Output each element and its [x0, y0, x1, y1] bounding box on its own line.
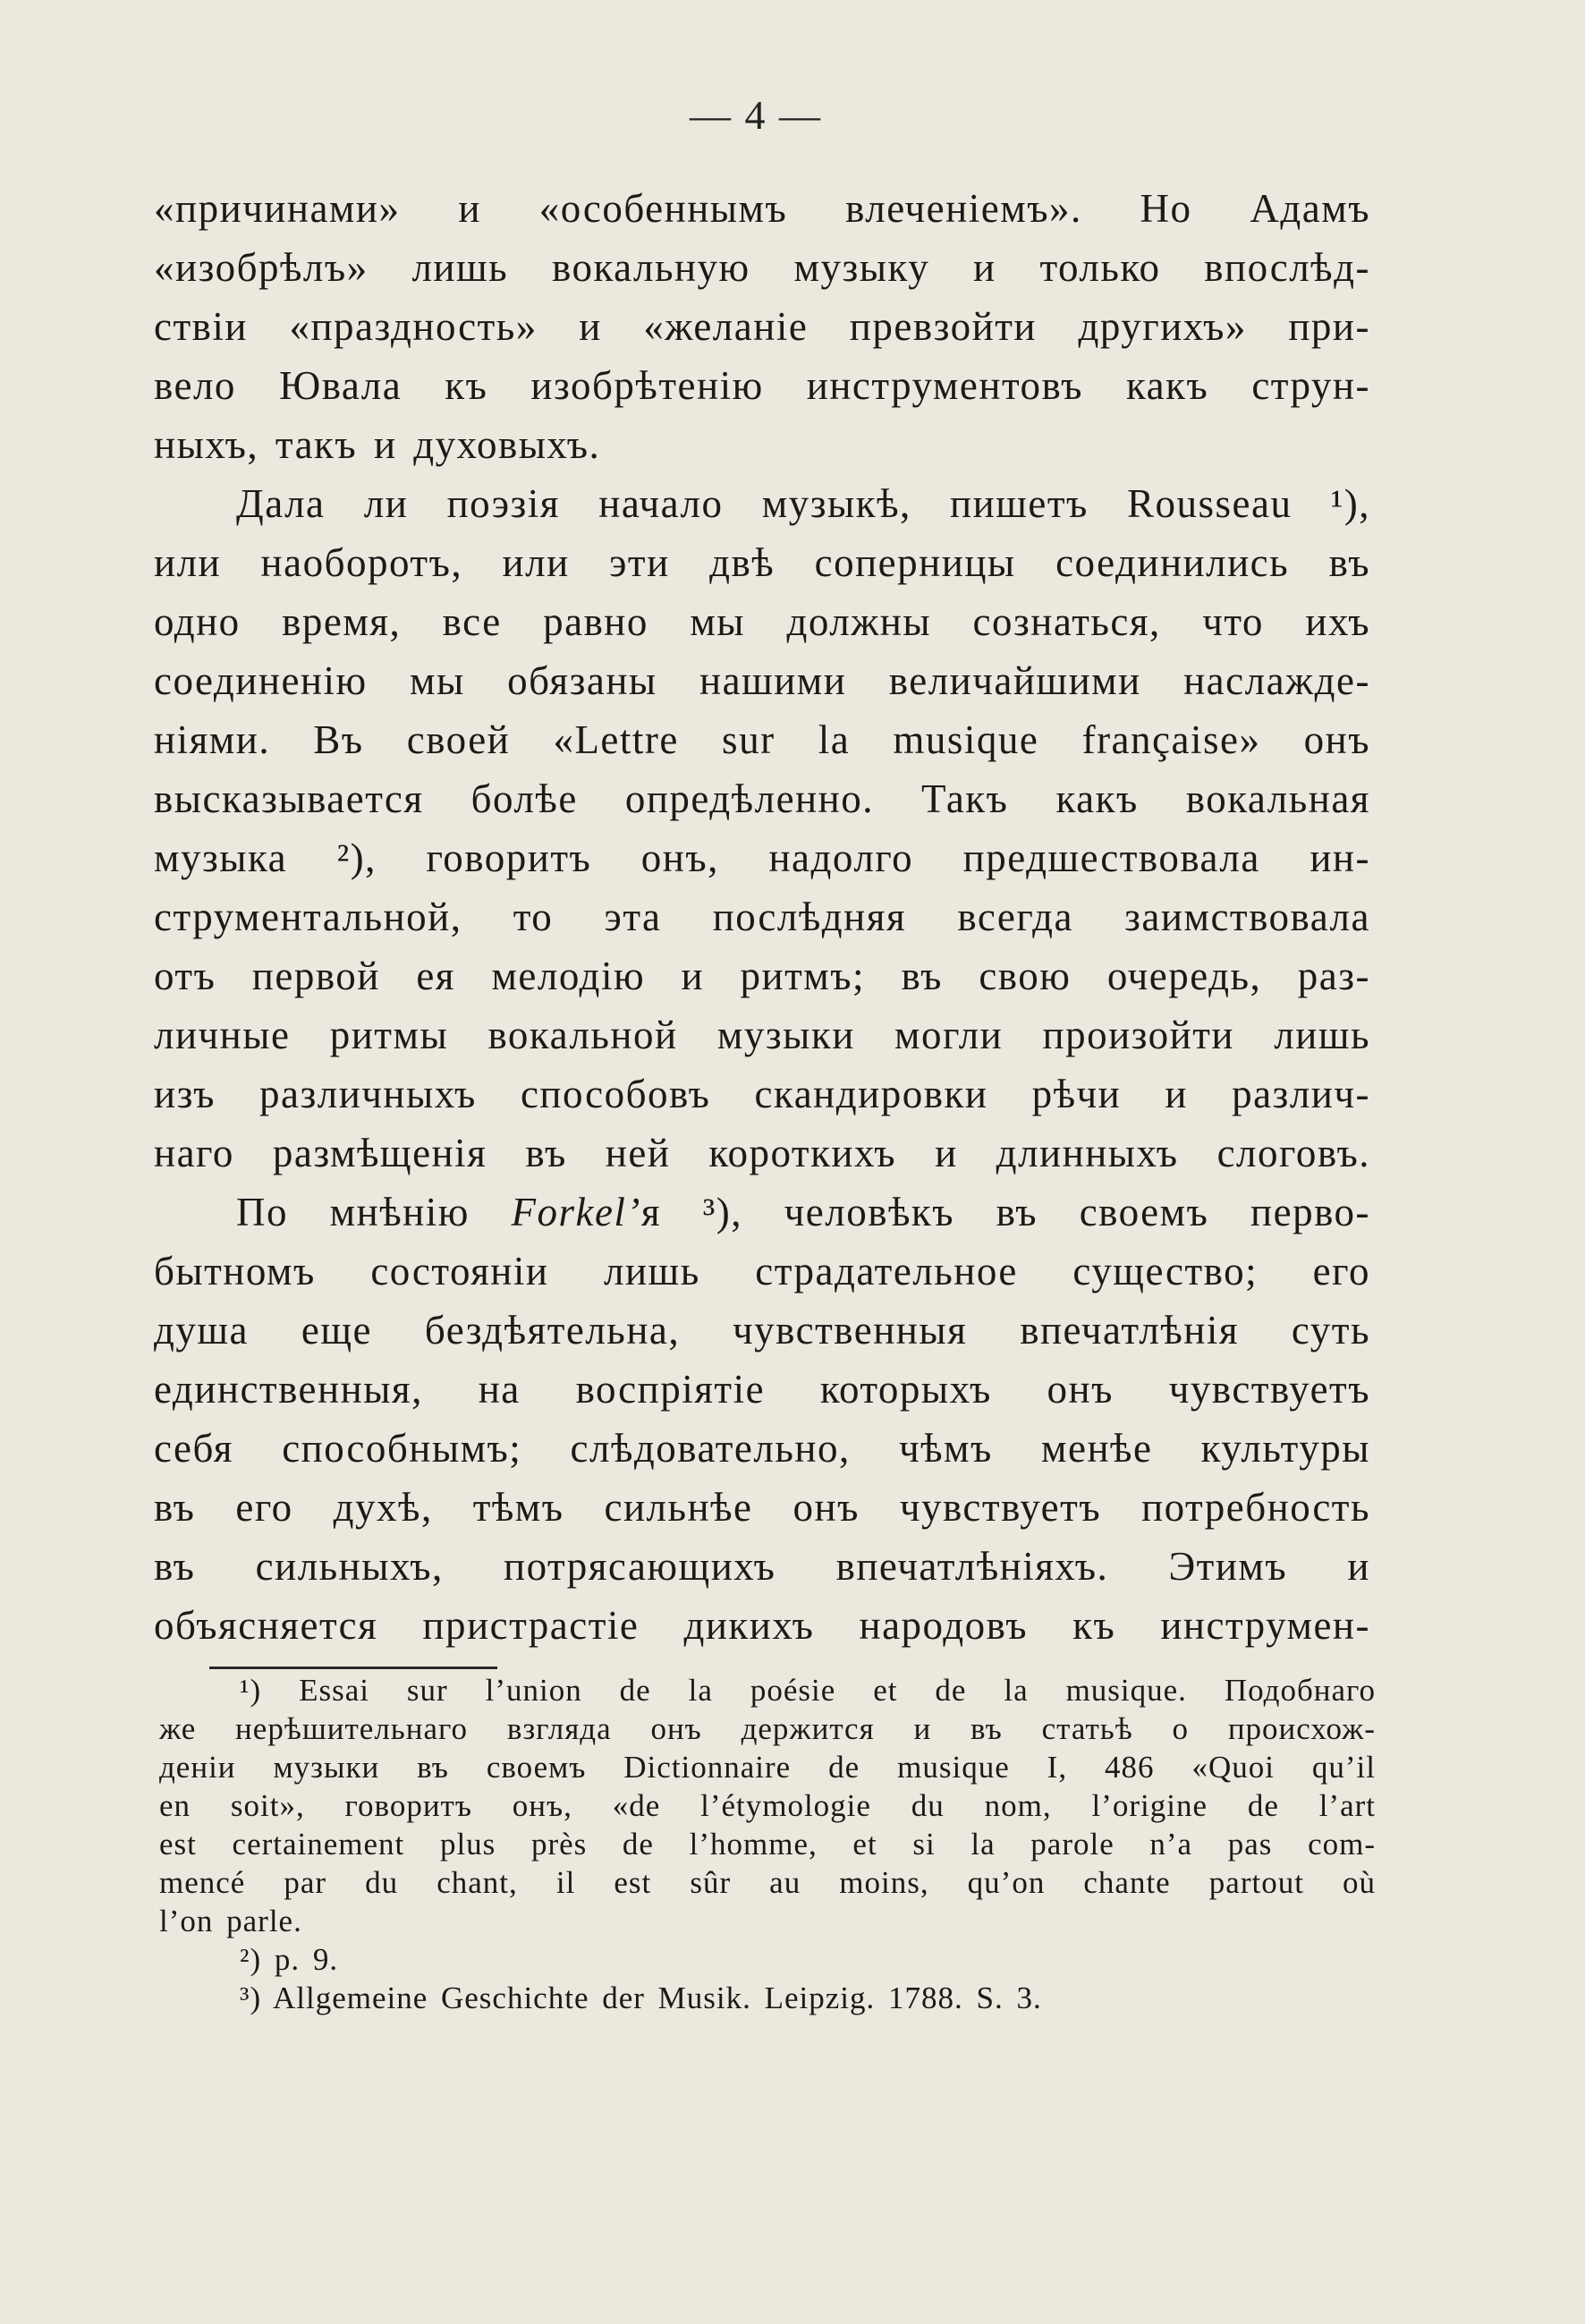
- main-text: [154, 179, 1370, 1655]
- text-line: объясняется пристрастіе дикихъ народовъ къ инструмен-: [154, 1603, 1370, 1648]
- text-line: Дала ли поэзія начало музыкѣ, пишетъ Rousseau ¹),: [236, 481, 1370, 526]
- text-fragment: я ³), человѣкъ въ своемъ перво-: [640, 1190, 1370, 1234]
- text-line: или наоборотъ, или эти двѣ соперницы соединились въ: [154, 540, 1370, 585]
- text-line: себя способнымъ; слѣдовательно, чѣмъ менѣе культуры: [154, 1426, 1370, 1471]
- text-line: единственныя, на воспріятіе которыхъ онъ чувствуетъ: [154, 1367, 1370, 1412]
- footnote-line: ¹) Essai sur l’union de la poésie et de la musique. Подобнаго: [240, 1673, 1376, 1708]
- footnote-line: est certainement plus près de l’homme, et si la parole n’a pas com-: [159, 1827, 1376, 1862]
- page-number: — 4 —: [690, 92, 822, 138]
- text-line: личные ритмы вокальной музыки могли произойти лишь: [154, 1013, 1370, 1057]
- text-line: ніями. Въ своей «Lettre sur la musique française» онъ: [154, 717, 1370, 762]
- text-line: душа еще бездѣятельна, чувственныя впечатлѣнія суть: [154, 1308, 1370, 1353]
- text-line: вело Ювала къ изобрѣтенію инструментовъ какъ струн-: [154, 363, 1370, 408]
- text-line: наго размѣщенія въ ней короткихъ и длинныхъ слоговъ.: [154, 1131, 1370, 1175]
- text-line: высказывается болѣе опредѣленно. Такъ какъ вокальная: [154, 776, 1370, 821]
- footnote-line: ³) Allgemeine Geschichte der Musik. Leipzig. 1788. S. 3.: [240, 1980, 1042, 2015]
- footnote-line: ²) p. 9.: [240, 1942, 339, 1977]
- text-line: въ его духѣ, тѣмъ сильнѣе онъ чувствуетъ потребность: [154, 1485, 1370, 1530]
- footnotes: [159, 1671, 1376, 2017]
- author-name: Forkel’: [511, 1190, 641, 1234]
- text-line: «изобрѣлъ» лишь вокальную музыку и только впослѣд-: [154, 245, 1370, 290]
- footnote-separator: [209, 1667, 497, 1669]
- text-line: изъ различныхъ способовъ скандировки рѣчи и различ-: [154, 1072, 1370, 1116]
- footnote-line: mencé par du chant, il est sûr au moins, qu’on chante partout où: [159, 1865, 1376, 1900]
- text-line: музыка ²), говоритъ онъ, надолго предшествовала ин-: [154, 835, 1370, 880]
- text-line: струментальной, то эта послѣдняя всегда заимствовала: [154, 895, 1370, 939]
- footnote-line: же нерѣшительнаго взгляда онъ держится и въ статьѣ о происхож-: [159, 1711, 1376, 1746]
- text-line: бытномъ состояніи лишь страдательное существо; его: [154, 1249, 1370, 1293]
- footnote-line: en soit», говоритъ онъ, «de l’étymologie du nom, l’origine de l’art: [159, 1788, 1376, 1823]
- text-line: «причинами» и «особеннымъ влеченіемъ». Но Адамъ: [154, 186, 1370, 231]
- text-line: отъ первой ея мелодію и ритмъ; въ свою очередь, раз-: [154, 954, 1370, 998]
- text-fragment: По мнѣнію: [236, 1190, 512, 1234]
- text-line: ныхъ, такъ и духовыхъ.: [154, 422, 601, 467]
- text-line: соединенію мы обязаны нашими величайшими наслажде-: [154, 658, 1370, 703]
- footnote-line: l’on parle.: [159, 1904, 302, 1938]
- footnote-line: деніи музыки въ своемъ Dictionnaire de musique I, 486 «Quoi qu’il: [159, 1750, 1376, 1785]
- text-line: ствіи «праздность» и «желаніе превзойти другихъ» при-: [154, 304, 1370, 349]
- text-line: одно время, все равно мы должны сознаться, что ихъ: [154, 599, 1370, 644]
- text-line: въ сильныхъ, потрясающихъ впечатлѣніяхъ. Этимъ и: [154, 1544, 1370, 1589]
- text-line: [154, 1183, 1370, 1242]
